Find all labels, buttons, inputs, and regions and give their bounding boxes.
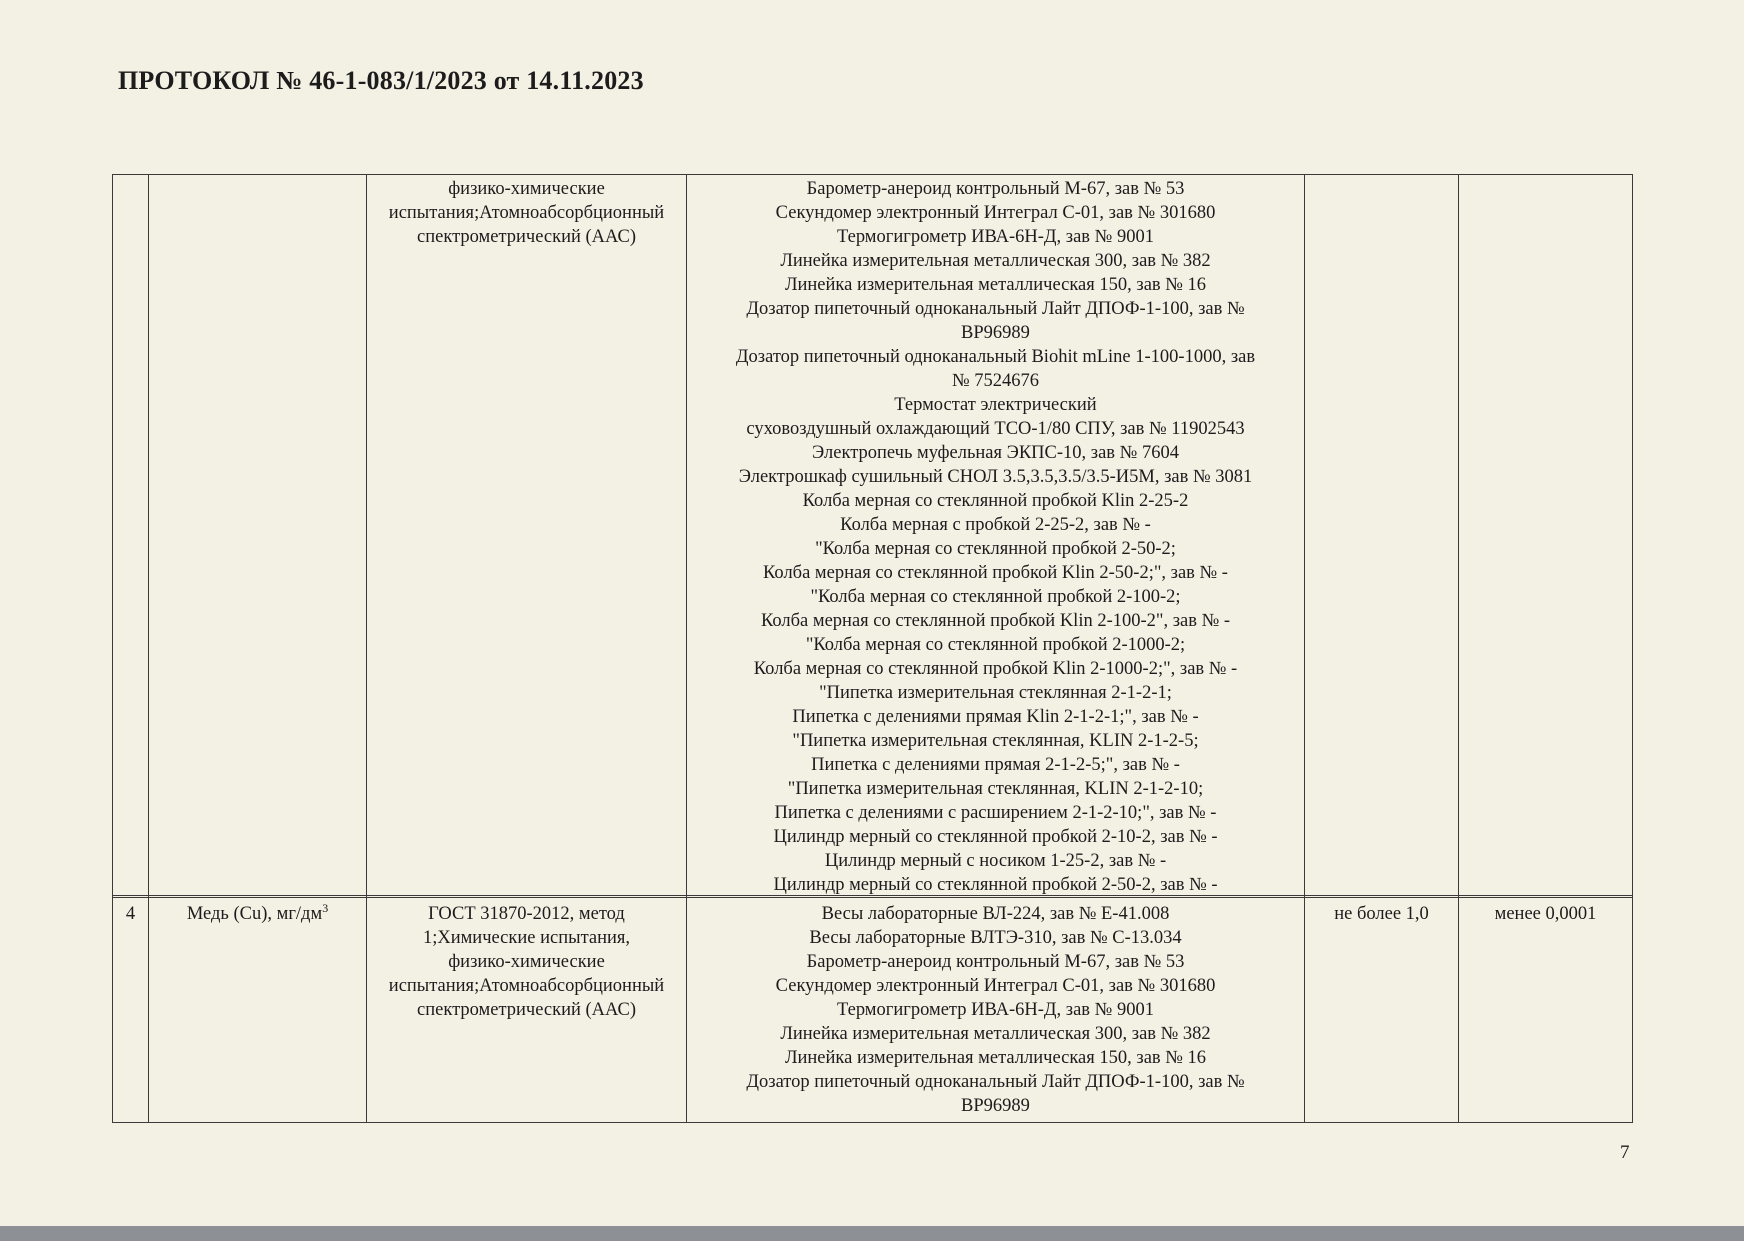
equipment-cell (687, 896, 1305, 1123)
indicator-text: Медь (Cu), мг/дм (186, 904, 323, 924)
equipment-line: Весы лабораторные ВЛТЭ-310, зав № С-13.034 (809, 928, 1182, 948)
equipment-line: "Колба мерная со стеклянной пробкой 2-1000-2; (805, 635, 1186, 655)
equipment-cell (687, 175, 1305, 898)
equipment-line: Барометр-анероид контрольный М-67, зав № 53 (806, 179, 1185, 199)
equipment-line: Электропечь муфельная ЭКПС-10, зав № 7604 (812, 443, 1179, 463)
row-number-cell: 4 (113, 896, 149, 1123)
equipment-line: Колба мерная со стеклянной пробкой Klin 2-100-2", зав № - (760, 611, 1231, 631)
equipment-line: Цилиндр мерный со стеклянной пробкой 2-50-2, зав № - (773, 875, 1218, 895)
equipment-line: "Пипетка измерительная стеклянная 2-1-2-1; (819, 683, 1172, 703)
equipment-line: Секундомер электронный Интеграл С-01, зав № 301680 (775, 976, 1216, 996)
equipment-line: Цилиндр мерный с носиком 1-25-2, зав № - (824, 851, 1167, 871)
equipment-line: Цилиндр мерный со стеклянной пробкой 2-10-2, зав № - (773, 827, 1218, 847)
equipment-line: Колба мерная с пробкой 2-25-2, зав № - (840, 515, 1151, 535)
method-line: 1;Химические испытания, (422, 928, 631, 948)
equipment-line: Линейка измерительная металлическая 300, зав № 382 (780, 251, 1211, 271)
equipment-line: Линейка измерительная металлическая 150, зав № 16 (784, 275, 1207, 295)
equipment-line: Дозатор пипеточный одноканальный Лайт ДПОФ-1-100, зав № (746, 1072, 1245, 1092)
equipment-line: Пипетка с делениями прямая 2-1-2-5;", зав № - (811, 755, 1180, 775)
method-line: ГОСТ 31870-2012, метод (428, 904, 625, 924)
method-line: спектрометрический (ААС) (417, 1000, 636, 1020)
method-cell (367, 896, 687, 1123)
indicator-cell (149, 896, 367, 1123)
equipment-line: № 7524676 (951, 371, 1040, 391)
method-line: спектрометрический (ААС) (417, 227, 636, 247)
indicator-cell (149, 175, 367, 898)
method-line: испытания;Атомноабсорбционный (388, 976, 665, 996)
results-table-part-1 (112, 174, 1632, 898)
equipment-line: Барометр-анероид контрольный М-67, зав № 53 (806, 952, 1185, 972)
equipment-line: Весы лабораторные ВЛ-224, зав № Е-41.008 (821, 904, 1170, 924)
equipment-line: Колба мерная со стеклянной пробкой Klin 2-1000-2;", зав № - (753, 659, 1238, 679)
equipment-line: Колба мерная со стеклянной пробкой Klin 2-25-2 (802, 491, 1189, 511)
scanner-edge-band (0, 1226, 1744, 1241)
unit-superscript: 3 (322, 900, 329, 915)
equipment-line: "Колба мерная со стеклянной пробкой 2-100-2; (810, 587, 1181, 607)
equipment-line: Термостат электрический (894, 395, 1097, 415)
equipment-line: ВР96989 (961, 1096, 1030, 1116)
equipment-line: Пипетка с делениями с расширением 2-1-2-10;", зав № - (774, 803, 1217, 823)
protocol-title: ПРОТОКОЛ № 46-1-083/1/2023 от 14.11.2023 (118, 66, 644, 95)
equipment-line: Линейка измерительная металлическая 150, зав № 16 (784, 1048, 1207, 1068)
equipment-line: Линейка измерительная металлическая 300, зав № 382 (780, 1024, 1211, 1044)
equipment-line: "Колба мерная со стеклянной пробкой 2-50-2; (815, 539, 1176, 559)
equipment-line: Дозатор пипеточный одноканальный Biohit mLine 1-100-1000, зав (735, 347, 1256, 367)
results-table-part-2 (112, 895, 1632, 1123)
result-cell: менее 0,0001 (1459, 896, 1633, 1123)
result-cell (1459, 175, 1633, 898)
row-number-cell (113, 175, 149, 898)
method-line: физико-химические (448, 952, 605, 972)
equipment-line: "Пипетка измерительная стеклянная, KLIN 2-1-2-5; (792, 731, 1199, 751)
equipment-line: ВР96989 (961, 323, 1030, 343)
method-cell (367, 175, 687, 898)
equipment-line: Колба мерная со стеклянной пробкой Klin 2-50-2;", зав № - (763, 563, 1228, 583)
method-line: физико-химические (448, 179, 605, 199)
equipment-line: Пипетка с делениями прямая Klin 2-1-2-1;", зав № - (792, 707, 1199, 727)
norm-cell (1305, 175, 1459, 898)
equipment-line: "Пипетка измерительная стеклянная, KLIN 2-1-2-10; (787, 779, 1204, 799)
method-line: испытания;Атомноабсорбционный (388, 203, 665, 223)
equipment-line: Термогигрометр ИВА-6Н-Д, зав № 9001 (837, 227, 1154, 247)
norm-cell: не более 1,0 (1305, 896, 1459, 1123)
equipment-line: суховоздушный охлаждающий ТСО-1/80 СПУ, зав № 11902543 (746, 419, 1245, 439)
equipment-line: Секундомер электронный Интеграл С-01, зав № 301680 (775, 203, 1216, 223)
page-number: 7 (1620, 1142, 1630, 1163)
table-row (113, 175, 1633, 898)
equipment-line: Дозатор пипеточный одноканальный Лайт ДПОФ-1-100, зав № (746, 299, 1245, 319)
equipment-line: Термогигрометр ИВА-6Н-Д, зав № 9001 (837, 1000, 1154, 1020)
table-row (113, 896, 1633, 1123)
equipment-line: Электрошкаф сушильный СНОЛ 3.5,3.5,3.5/3.5-И5М, зав № 3081 (738, 467, 1253, 487)
